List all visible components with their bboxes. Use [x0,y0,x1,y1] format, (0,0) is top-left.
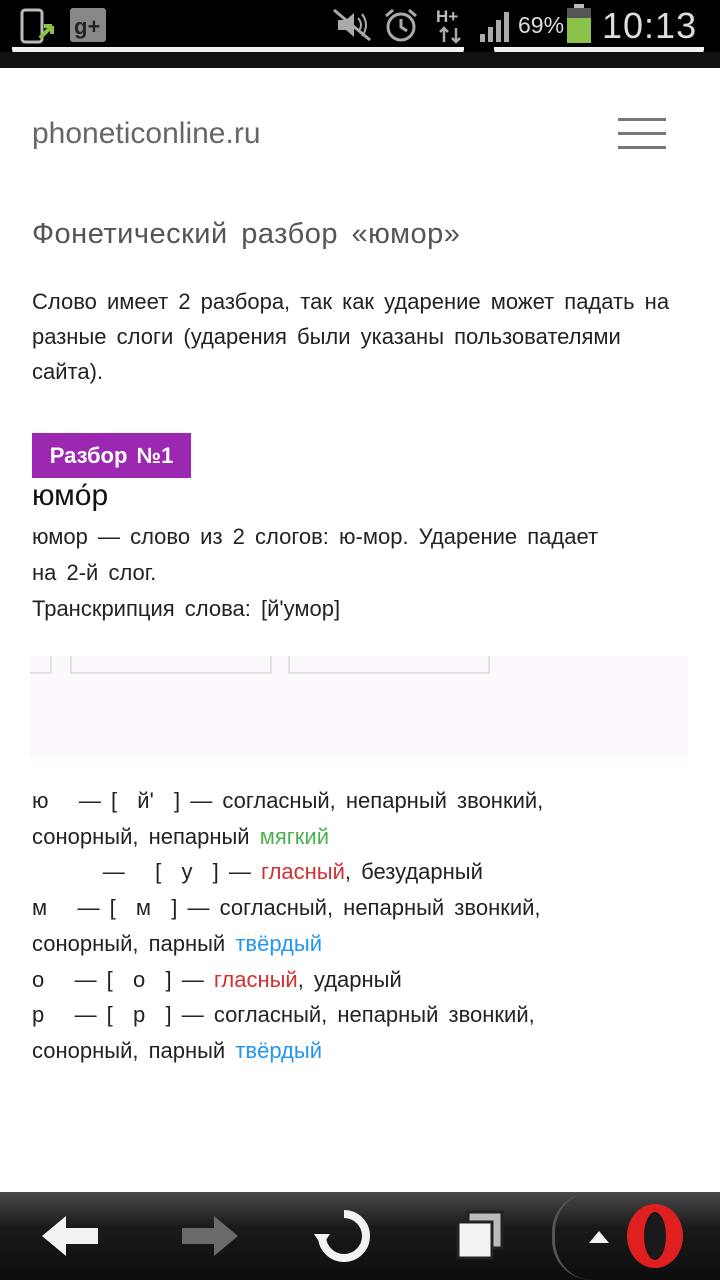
analyzed-word: юмо́р [32,479,109,512]
opera-menu-button[interactable] [552,1192,720,1280]
phone-upload-icon [18,8,58,49]
intro-text: Слово имеет 2 разбора, так как ударение может падать на разные слоги (ударения были указаны пользователями сайта). [32,289,670,384]
letter-line: сонорный, непарный мягкий [32,823,329,849]
hamburger-icon[interactable] [618,118,666,150]
letter-line: сонорный, парный твёрдый [32,930,322,956]
vowel-label: гласный [261,859,345,885]
battery-icon [566,4,592,49]
letter-line: р — [ р ] — согласный, непарный звонкий, [32,1002,535,1028]
letter-list [32,783,692,1069]
google-plus-icon [70,8,106,47]
svg-text:H+: H+ [436,7,459,26]
back-arrow-icon [40,1214,100,1258]
toolbar-strip [0,52,720,68]
letter-line: сонорный, парный твёрдый [32,1037,322,1063]
tabs-icon [454,1210,506,1262]
transcription: Транскрипция слова: [й'умор] [32,596,341,621]
description-line: на 2-й слог. [32,560,157,585]
letter-line: м — [ м ] — согласный, непарный звонкий, [32,895,541,921]
syllable-scheme [30,656,688,756]
page-title: Фонетический разбор «юмор» [32,218,461,250]
clock: 10:13 [602,5,698,46]
description-line: юмор — слово из 2 слогов: ю-мор. Ударение падает [32,524,599,549]
hard-label: твёрдый [235,1037,322,1063]
battery-percent: 69% [518,12,565,38]
browser-navbar [0,1192,720,1280]
scheme-bracket [288,656,490,674]
svg-text:g+: g+ [74,14,101,39]
mute-icon [332,8,372,47]
chevron-up-icon [589,1229,609,1243]
scheme-bracket [30,656,52,674]
word-description [32,519,692,627]
network-icon [436,6,466,49]
status-bar [0,0,720,52]
hard-label: твёрдый [235,930,322,956]
forward-arrow-icon [180,1214,240,1258]
analysis-badge: Разбор №1 [32,433,191,478]
tabs-button[interactable] [430,1192,530,1280]
alarm-icon [382,8,420,49]
reload-button[interactable] [294,1192,394,1280]
soft-label: мягкий [259,823,329,849]
site-title[interactable]: phoneticonline.ru [32,117,261,150]
letter-line: о — [ о ] — гласный, ударный [32,966,402,992]
letter-line: — [ у ] — гласный, безударный [32,859,483,885]
opera-logo-icon [623,1201,687,1271]
signal-icon [478,8,514,49]
forward-button[interactable] [160,1192,260,1280]
scheme-bracket [70,656,272,674]
vowel-label: гласный [213,966,298,992]
back-button[interactable] [20,1192,120,1280]
letter-line: ю — [ й' ] — согласный, непарный звонкий, [32,788,544,813]
reload-icon [314,1206,374,1266]
